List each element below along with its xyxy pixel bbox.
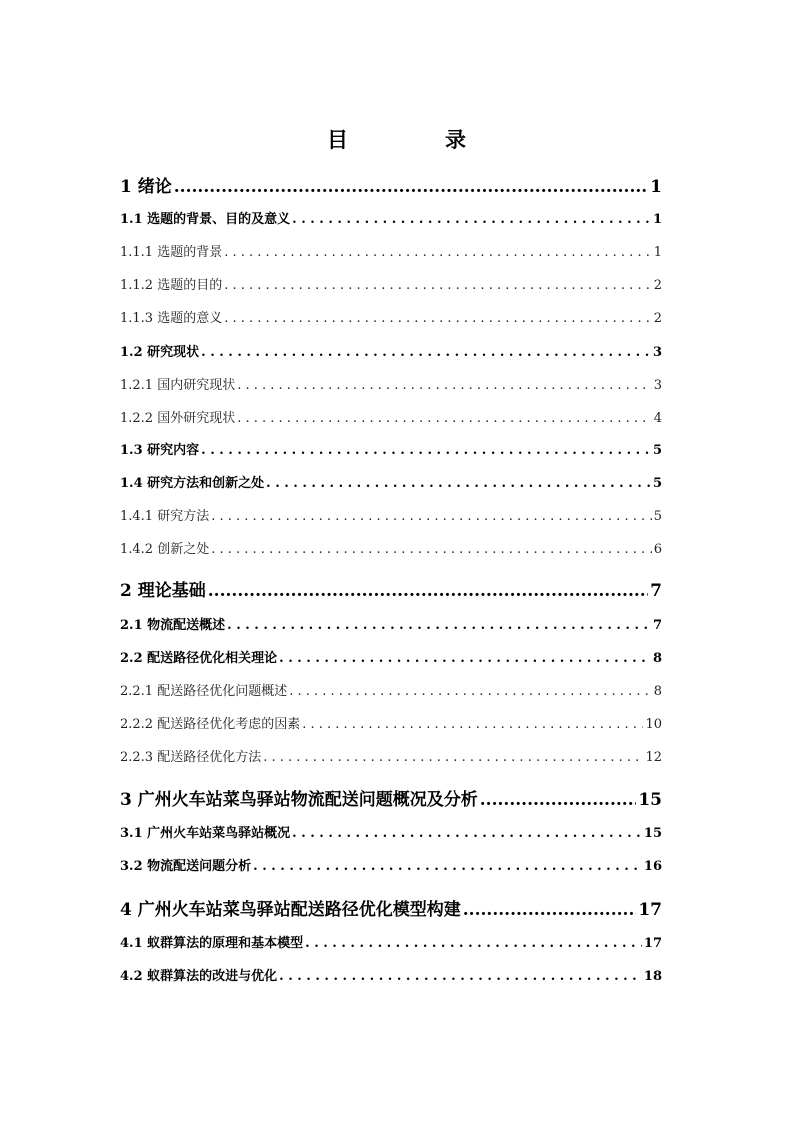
- toc-dot-leader: [224, 311, 652, 326]
- toc-entry-label: 3.1 广州火车站菜鸟驿站概况: [120, 826, 291, 841]
- toc-page-number: 2: [653, 311, 662, 326]
- toc-entry-label: 2.2.3 配送路径优化方法: [120, 750, 262, 765]
- toc-entry-label: 2 理论基础: [120, 581, 206, 601]
- toc-entry-label: 1 绪论: [120, 177, 172, 197]
- toc-dot-leader: [266, 476, 651, 491]
- toc-page-number: 4: [653, 411, 662, 426]
- toc-entry[interactable]: [120, 576, 662, 601]
- toc-page-number: 12: [645, 750, 662, 765]
- toc-entry[interactable]: [120, 472, 662, 491]
- toc-entry[interactable]: [120, 713, 662, 732]
- toc-entry[interactable]: [120, 274, 662, 293]
- toc-page-number: 3: [652, 345, 662, 360]
- toc-entry[interactable]: [120, 407, 662, 426]
- toc-dot-leader: [305, 936, 642, 951]
- toc-page-number: 7: [652, 618, 662, 633]
- toc-entry[interactable]: [120, 895, 662, 920]
- toc-page-number: 8: [652, 651, 662, 666]
- toc-dot-leader: [463, 900, 637, 920]
- toc-entry[interactable]: [120, 785, 662, 810]
- toc-page-number: 1: [653, 245, 662, 260]
- toc-entry-label: 3.2 物流配送问题分析: [120, 859, 252, 874]
- toc-page-number: 15: [638, 790, 662, 810]
- toc-dot-leader: [201, 345, 651, 360]
- toc-entry-label: 2.2.2 配送路径优化考虑的因素: [120, 717, 301, 732]
- toc-dot-leader: [201, 443, 651, 458]
- toc-dot-leader: [208, 581, 648, 601]
- toc-page-number: 5: [653, 509, 662, 524]
- toc-page-number: 6: [653, 542, 662, 557]
- toc-entry[interactable]: [120, 538, 662, 557]
- toc-entry[interactable]: [120, 965, 662, 984]
- toc-entry-label: 1.1.2 选题的目的: [120, 278, 223, 293]
- toc-entry-label: 1.2 研究现状: [120, 345, 200, 360]
- toc-page-number: 1: [650, 177, 662, 197]
- toc-dot-leader: [237, 411, 652, 426]
- toc-entry-label: 1.1.3 选题的意义: [120, 311, 223, 326]
- toc-entry[interactable]: [120, 746, 662, 765]
- toc-dot-leader: [211, 509, 652, 524]
- toc-entry[interactable]: [120, 505, 662, 524]
- toc-entry-label: 2.2 配送路径优化相关理论: [120, 651, 278, 666]
- toc-dot-leader: [480, 790, 637, 810]
- toc-page-number: 17: [643, 936, 662, 951]
- toc-page-number: 5: [652, 443, 662, 458]
- toc-dot-leader: [224, 278, 652, 293]
- toc-page-number: 3: [653, 378, 662, 393]
- toc-entry-label: 1.4 研究方法和创新之处: [120, 476, 265, 491]
- toc-entry-label: 2.2.1 配送路径优化问题概述: [120, 684, 288, 699]
- toc-entry-label: 4.1 蚁群算法的原理和基本模型: [120, 936, 304, 951]
- toc-page-number: 7: [650, 581, 662, 601]
- toc-entry[interactable]: [120, 614, 662, 633]
- toc-entry-label: 1.3 研究内容: [120, 443, 200, 458]
- toc-entry[interactable]: [120, 822, 662, 841]
- toc-entry-label: 4 广州火车站菜鸟驿站配送路径优化模型构建: [120, 900, 461, 920]
- toc-entry[interactable]: [120, 341, 662, 360]
- toc-entry[interactable]: [120, 855, 662, 874]
- toc-entry[interactable]: [120, 307, 662, 326]
- toc-entry[interactable]: [120, 439, 662, 458]
- toc-entry-label: 1.4.2 创新之处: [120, 542, 210, 557]
- toc-page-number: 17: [638, 900, 662, 920]
- toc-entry[interactable]: [120, 208, 662, 227]
- toc-dot-leader: [279, 651, 651, 666]
- toc-entry-label: 2.1 物流配送概述: [120, 618, 226, 633]
- toc-page-number: 10: [645, 717, 662, 732]
- toc-dot-leader: [292, 826, 642, 841]
- toc-entry[interactable]: [120, 932, 662, 951]
- toc-entry-label: 1.1.1 选题的背景: [120, 245, 223, 260]
- toc-dot-leader: [174, 177, 648, 197]
- toc-entry-label: 4.2 蚁群算法的改进与优化: [120, 969, 278, 984]
- toc-page-number: 18: [643, 969, 662, 984]
- toc-dot-leader: [289, 684, 652, 699]
- toc-dot-leader: [253, 859, 642, 874]
- toc-entry-label: 1.4.1 研究方法: [120, 509, 210, 524]
- toc-dot-leader: [292, 212, 651, 227]
- toc-page-number: 16: [643, 859, 662, 874]
- toc-dot-leader: [302, 717, 643, 732]
- page-title: 目 录: [327, 127, 504, 152]
- toc-entry-label: 1.1 选题的背景、目的及意义: [120, 212, 291, 227]
- toc-entry-label: 1.2.2 国外研究现状: [120, 411, 236, 426]
- toc-entry[interactable]: [120, 680, 662, 699]
- toc-dot-leader: [237, 378, 652, 393]
- toc-entry[interactable]: [120, 374, 662, 393]
- toc-page-number: 5: [652, 476, 662, 491]
- toc-page-number: 8: [653, 684, 662, 699]
- toc-page-number: 15: [643, 826, 662, 841]
- toc-entry[interactable]: [120, 647, 662, 666]
- toc-dot-leader: [227, 618, 651, 633]
- toc-dot-leader: [224, 245, 652, 260]
- toc-entry[interactable]: [120, 241, 662, 260]
- toc-entry[interactable]: [120, 172, 662, 197]
- toc-dot-leader: [279, 969, 642, 984]
- toc-dot-leader: [211, 542, 652, 557]
- toc-dot-leader: [263, 750, 643, 765]
- toc-entry-label: 3 广州火车站菜鸟驿站物流配送问题概况及分析: [120, 790, 478, 810]
- toc-page-number: 2: [653, 278, 662, 293]
- toc-entry-label: 1.2.1 国内研究现状: [120, 378, 236, 393]
- toc-page-number: 1: [652, 212, 662, 227]
